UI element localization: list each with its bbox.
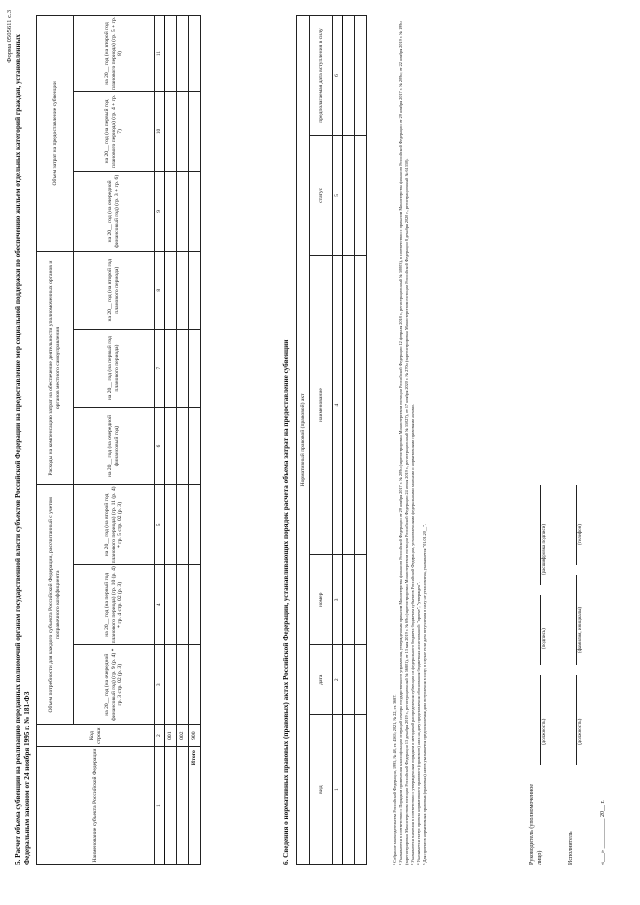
table-cell[interactable] bbox=[355, 555, 367, 645]
table-cell[interactable] bbox=[177, 16, 189, 92]
header-status: статус bbox=[310, 135, 333, 255]
footnote: ¹ Собрание законодательства Российской Федерации, 1995, № 48, ст. 4563; 2021, № 22, ст. 3687. bbox=[392, 694, 397, 865]
header-prev-date: предполагаемая дата вступления в силу bbox=[310, 16, 333, 136]
table-cell[interactable] bbox=[189, 329, 201, 407]
header-group-act: Нормативный правовой (правовой) акт bbox=[297, 16, 310, 865]
exec-label: Исполнитель bbox=[568, 831, 574, 865]
table-cell[interactable] bbox=[189, 251, 201, 329]
table-cell[interactable] bbox=[165, 171, 177, 251]
col-number: 1 bbox=[333, 715, 343, 865]
header-group-total: Объем затрат на предоставление субвенции bbox=[37, 16, 74, 252]
table-cell[interactable] bbox=[355, 715, 367, 865]
table-cell[interactable] bbox=[189, 485, 201, 565]
col-number: 10 bbox=[155, 92, 165, 172]
row-code: 002 bbox=[177, 725, 189, 747]
table-cell[interactable] bbox=[343, 135, 355, 255]
table-cell[interactable] bbox=[189, 171, 201, 251]
col-number: 11 bbox=[155, 16, 165, 92]
header-name: Наименование субъекта Российской Федерации bbox=[37, 747, 155, 865]
head-decoding-line[interactable] bbox=[540, 485, 541, 585]
header-need-3: на 20__ год (на второй год планового периода) (гр. 11 (р. 4) * гр. 5 стр. 02 (р. 3) bbox=[74, 485, 155, 565]
section-5-title: 5. Расчет объема субвенции на реализацию переданных полномочий органам государственной власти субъектов Российской Федерации на предоставление мер социальной поддержки по обеспечению жильем отдельных категорий граждан, установленных Федеральным законом от 24 ноября 1995 г. № 181-ФЗ bbox=[14, 34, 31, 865]
col-number: 1 bbox=[155, 747, 165, 865]
table-cell[interactable] bbox=[189, 92, 201, 172]
footnote: ³ Указываются значения в соответствии с утвержденным порядком и методикой распределения субвенции из федерального бюджета бюджетам субъектов Российской Федерации, установленными федеральными законами и нормативными правовыми актами. bbox=[410, 404, 415, 865]
date-line[interactable]: «___» __________ 20__ г. bbox=[600, 800, 606, 865]
table-cell[interactable] bbox=[177, 171, 189, 251]
table-cell[interactable] bbox=[355, 645, 367, 715]
table-cell[interactable] bbox=[177, 329, 189, 407]
section-6-table bbox=[296, 15, 367, 865]
section-5-table bbox=[36, 15, 201, 865]
table-cell[interactable] bbox=[165, 407, 177, 485]
col-number: 2 bbox=[333, 645, 343, 715]
exec-phone-line[interactable] bbox=[576, 485, 577, 565]
table-cell[interactable] bbox=[165, 251, 177, 329]
col-number: 7 bbox=[155, 329, 165, 407]
table-cell[interactable] bbox=[343, 645, 355, 715]
table-cell[interactable] bbox=[165, 645, 177, 725]
table-cell[interactable] bbox=[343, 555, 355, 645]
row-code: 001 bbox=[165, 725, 177, 747]
footnote: ² Указываются в соответствии с Порядком применения классификации операций сектора государственного управления, утвержденным приказом Министерства финансов Российской Федерации от 29 ноября 2017 г. № 209н (зарегистрирован Министерством юстиции Российской Федерации 12 февраля 2018 г., регистрационный № 50003), в соответствии с приказом Министерства финансов Российской Федерации от 29 ноября 2017 г. № 209н; от 22 ноября 2019 г. № 199н (зарегистрирован Министерством юстиции Российской Федерации 13 декабря 2019 г., регистрационный № 56801), от 13 мая 2019 г. № 69н (зарегистрирован Министерством юстиции Российской Федерации 24 июня 2019 г., регистрационный № 55027), от 17 ноября 2020 г. № 270н (зарегистрирован Министерством юстиции Российской Федерации 8 декабря 2020 г., регистрационный № 61330). bbox=[398, 21, 409, 865]
header-exp-2: на 20__ год (на первый год планового периода) bbox=[74, 329, 155, 407]
form-code: Форма 0505611 с.3 bbox=[6, 10, 13, 63]
header-exp-3: на 20__ год (на второй год планового периода) bbox=[74, 251, 155, 329]
col-number: 6 bbox=[155, 407, 165, 485]
cap-fio: (фамилия, инициалы) bbox=[578, 606, 583, 653]
header-nomer: номер bbox=[310, 555, 333, 645]
table-cell[interactable] bbox=[177, 565, 189, 645]
header-exp-1: на 20__ год (на очередной финансовый год) bbox=[74, 407, 155, 485]
header-tot-3: на 20__ год (на второй год планового периода) (гр. 5 + гр. 8) bbox=[74, 16, 155, 92]
col-number: 6 bbox=[333, 16, 343, 136]
total-code: 900 bbox=[189, 725, 201, 747]
table-cell[interactable] bbox=[355, 255, 367, 555]
col-number: 3 bbox=[333, 555, 343, 645]
table-cell[interactable] bbox=[343, 715, 355, 865]
table-cell[interactable] bbox=[343, 16, 355, 136]
exec-fio-line[interactable] bbox=[576, 575, 577, 665]
exec-position-line[interactable] bbox=[576, 675, 577, 765]
table-cell[interactable] bbox=[177, 645, 189, 725]
head-label: Руководитель (уполномоченное лицо) bbox=[529, 783, 543, 865]
col-number: 4 bbox=[333, 255, 343, 555]
col-number: 5 bbox=[155, 485, 165, 565]
table-cell[interactable] bbox=[165, 16, 177, 92]
table-cell[interactable] bbox=[177, 747, 189, 865]
cap-phone: (телефон) bbox=[578, 524, 583, 545]
col-number: 8 bbox=[155, 251, 165, 329]
table-cell[interactable] bbox=[189, 407, 201, 485]
col-number: 9 bbox=[155, 171, 165, 251]
table-cell[interactable] bbox=[177, 251, 189, 329]
table-cell[interactable] bbox=[165, 747, 177, 865]
col-number: 5 bbox=[333, 135, 343, 255]
col-number: 4 bbox=[155, 565, 165, 645]
header-naimenovanie: наименование bbox=[310, 255, 333, 555]
header-tot-1: на 20__ год (на очередной финансовый год) (гр. 3 + гр. 6) bbox=[74, 171, 155, 251]
cap-signature: (подпись) bbox=[542, 628, 547, 649]
table-cell[interactable] bbox=[189, 645, 201, 725]
table-cell[interactable] bbox=[355, 16, 367, 136]
header-tot-2: на 20__ год (на первый год планового периода) (гр. 4 + гр. 7) bbox=[74, 92, 155, 172]
header-group-need: Объем потребности для каждого субъекта Российской Федерации, рассчитанный с учетом поправочного коэффициента bbox=[37, 485, 74, 725]
header-code: Код строки bbox=[37, 725, 155, 747]
table-cell[interactable] bbox=[177, 407, 189, 485]
table-cell[interactable] bbox=[355, 135, 367, 255]
footnotes bbox=[392, 15, 428, 865]
header-need-1: на 20__ год (на очередной финансовый год) (гр. 9 (р. 4) * гр. 3 стр. 02 (р. 3) bbox=[74, 645, 155, 725]
head-signature-line[interactable] bbox=[540, 595, 541, 665]
col-number: 2 bbox=[155, 725, 165, 747]
total-label: Итого bbox=[189, 747, 201, 865]
cap-position: (должность) bbox=[542, 718, 547, 745]
header-group-exp: Расходы на компенсацию затрат на обеспечение деятельности уполномоченных органов и органов местного самоуправления bbox=[37, 251, 74, 485]
col-number: 3 bbox=[155, 645, 165, 725]
table-cell[interactable] bbox=[189, 565, 201, 645]
table-cell[interactable] bbox=[189, 16, 201, 92]
header-vid: вид bbox=[310, 715, 333, 865]
header-need-2: на 20__ год (на первый год планового периода) (гр. 10 (р. 4) * гр. 4 стр. 02 (р. 3) bbox=[74, 565, 155, 645]
table-cell[interactable] bbox=[165, 485, 177, 565]
footnote: ⁴ Указывается статус проекта нормативного правового (правового) акта на дату представления обоснования бюджетных ассигнований: "проект", "утвержден". bbox=[416, 581, 421, 865]
table-cell[interactable] bbox=[343, 255, 355, 555]
table-cell[interactable] bbox=[165, 329, 177, 407]
table-cell[interactable] bbox=[177, 485, 189, 565]
table-cell[interactable] bbox=[177, 92, 189, 172]
head-position-line[interactable] bbox=[540, 675, 541, 765]
cap-position: (должность) bbox=[578, 718, 583, 745]
cap-decoding: (расшифровка подписи) bbox=[542, 523, 547, 575]
footnote: ⁵ Для проектов нормативных правовых (правовых) актов указывается предполагаемая дата вступления в силу; в случае если дата вступления в силу не установлена, указывается "01.01.20__". bbox=[422, 524, 427, 865]
table-cell[interactable] bbox=[165, 92, 177, 172]
section-6-title: 6. Сведения о нормативных правовых (правовых) актах Российской Федерации, устанавливающих порядок расчета объема затрат на предоставление субвенции bbox=[282, 339, 290, 865]
header-data: дата bbox=[310, 645, 333, 715]
table-cell[interactable] bbox=[165, 565, 177, 645]
